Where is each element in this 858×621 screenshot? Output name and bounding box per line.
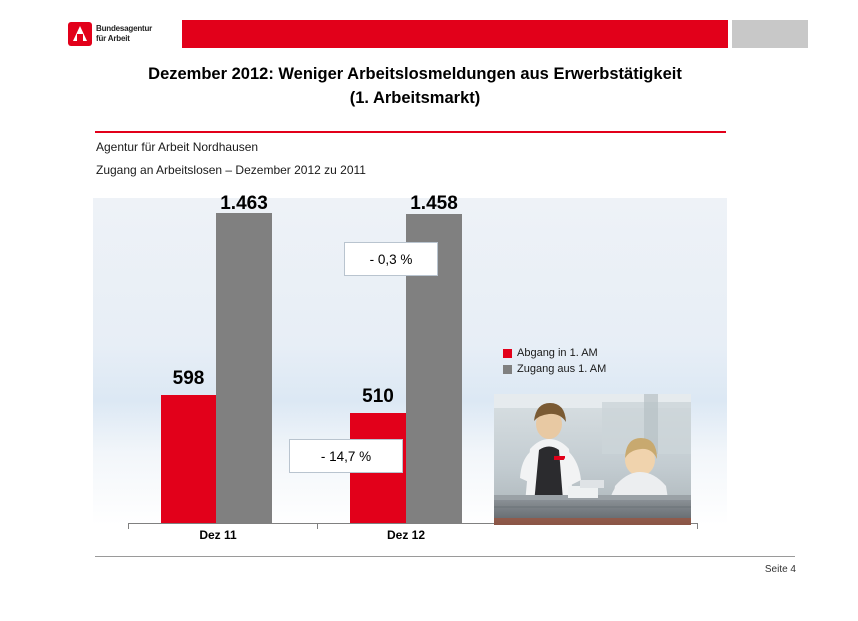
header-bar — [0, 20, 858, 48]
legend-label-zugang: Zugang aus 1. AM — [517, 363, 607, 375]
x-axis-label-dez12: Dez 12 — [386, 528, 426, 542]
chart-legend — [503, 347, 606, 379]
x-axis-tick-mid — [317, 523, 318, 529]
agency-label: Agentur für Arbeit Nordhausen — [96, 140, 259, 154]
logo — [68, 20, 178, 48]
beratungsgespraech-foto — [494, 394, 691, 525]
title-divider — [95, 131, 726, 133]
legend-item-zugang — [503, 363, 606, 375]
legend-item-abgang — [503, 347, 606, 359]
chart-subtitle: Zugang an Arbeitslosen – Dezember 2012 zu 2011 — [96, 163, 366, 177]
bar-dez11-zugang — [216, 213, 272, 523]
annotation-zugang-change: - 0,3 % — [344, 242, 438, 276]
bar-dez11-abgang — [161, 395, 216, 523]
page-number: Seite 4 — [764, 564, 796, 575]
title-line-2: (1. Arbeitsmarkt) — [349, 89, 481, 107]
annotation-abgang-change: - 14,7 % — [289, 439, 403, 473]
header-red-band — [182, 20, 728, 48]
bar-label-dez12-abgang: 510 — [362, 386, 394, 407]
legend-swatch-icon-zugang — [503, 365, 512, 374]
logo-text — [96, 24, 152, 44]
ba-logo-icon — [68, 22, 92, 46]
x-axis-tick-right — [697, 523, 698, 529]
x-axis-tick-left — [128, 523, 129, 529]
title-line-1: Dezember 2012: Weniger Arbeitslosmeldungen aus Erwerbstätigkeit — [148, 65, 682, 83]
bar-label-dez11-abgang: 598 — [172, 368, 205, 389]
bar-label-dez11-zugang: 1.463 — [220, 193, 268, 214]
logo-line-1: Bundesagentur — [96, 24, 153, 33]
x-axis-label-dez11: Dez 11 — [199, 528, 237, 542]
legend-label-abgang: Abgang in 1. AM — [517, 347, 598, 359]
page-title — [95, 62, 735, 110]
logo-line-2: für Arbeit — [96, 34, 130, 43]
header-grey-band — [732, 20, 808, 48]
legend-swatch-icon-abgang — [503, 349, 512, 358]
bar-label-dez12-zugang: 1.458 — [410, 193, 458, 214]
footer-divider — [95, 556, 795, 557]
